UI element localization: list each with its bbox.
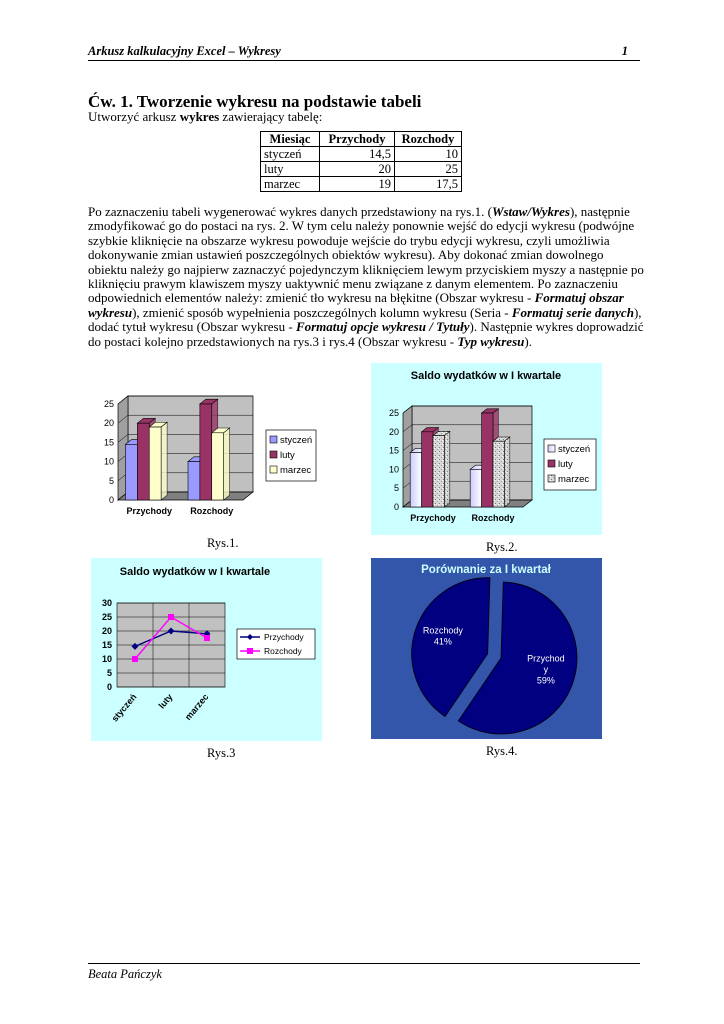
footer-rule <box>88 963 640 964</box>
table-cell: 14,5 <box>320 147 395 162</box>
legend-marker <box>247 648 253 654</box>
legend-swatch <box>548 445 555 452</box>
chart-title: Porównanie za I kwartał <box>421 564 551 576</box>
legend-label: Rozchody <box>264 646 302 656</box>
caption-fig2: Rys.2. <box>486 540 518 554</box>
legend-swatch <box>270 466 277 473</box>
caption-fig4: Rys.4. <box>486 744 518 758</box>
y-tick-label: 10 <box>101 654 112 664</box>
x-tick-label: Rozchody <box>471 513 515 523</box>
y-tick-label: 10 <box>388 464 399 475</box>
legend-swatch <box>270 436 277 443</box>
bar-styczeń-Rozchody <box>188 462 200 500</box>
menu-path: Formatuj obszar wykresu <box>88 290 624 320</box>
footer-author: Beata Pańczyk <box>88 967 162 981</box>
table-row <box>261 162 462 177</box>
table-cell: marzec <box>261 177 320 192</box>
table-row <box>261 177 462 192</box>
x-tick-label: styczeń <box>109 691 139 724</box>
x-tick-label: Przychody <box>126 506 173 516</box>
legend-swatch <box>548 460 555 467</box>
point-Rozchody-marzec <box>204 635 210 641</box>
legend-swatch <box>548 475 555 482</box>
y-tick-label: 5 <box>108 475 114 486</box>
bar-luty-Rozchody <box>482 413 493 507</box>
legend-swatch <box>270 451 277 458</box>
legend-label: marzec <box>558 474 590 485</box>
bar-side <box>504 437 509 507</box>
chart-title: Saldo wydatków w I kwartale <box>410 370 562 382</box>
table-cell: styczeń <box>261 147 320 162</box>
intro-sheet-name: wykres <box>179 109 220 124</box>
bar-marzec-Rozchody <box>493 441 504 507</box>
slice-label: Rozchody <box>422 625 463 636</box>
header-title: Arkusz kalkulacyjny Excel – Wykresy <box>88 44 281 58</box>
legend-label: luty <box>558 459 573 470</box>
bar-side <box>224 428 230 500</box>
exercise-intro <box>88 110 322 124</box>
y-tick-label: 25 <box>103 399 114 409</box>
header-rule <box>88 60 640 61</box>
paragraph-text: ). Następnie wykres doprowadzić do postaci kolejno przedstawionych na rys.3 i rys.4 (Obszar wykresu - <box>88 319 644 349</box>
y-tick-label: 0 <box>106 682 112 692</box>
bar-styczeń-Przychody <box>410 452 421 507</box>
bar-marzec-Rozchody <box>212 433 224 500</box>
table-cell: 19 <box>320 177 395 192</box>
x-tick-label: marzec <box>182 691 211 723</box>
y-tick-label: 0 <box>393 502 399 512</box>
menu-path: Wstaw/Wykres <box>491 204 570 219</box>
y-tick-label: 15 <box>388 445 399 456</box>
point-Rozchody-styczeń <box>132 656 138 662</box>
table-cell: luty <box>261 162 320 177</box>
y-tick-label: 10 <box>103 456 114 467</box>
legend-label: styczeń <box>280 435 313 446</box>
table-row <box>261 147 462 162</box>
table-cell: 10 <box>395 147 462 162</box>
y-tick-label: 20 <box>101 626 112 636</box>
y-tick-label: 5 <box>106 668 112 678</box>
paragraph-text: ), dodać tytuł wykresu (Obszar wykresu - <box>88 304 642 335</box>
bar-styczeń-Przychody <box>126 444 138 500</box>
table-cell: 17,5 <box>395 177 462 192</box>
page-number: 1 <box>621 44 628 58</box>
col-header: Miesiąc <box>261 132 320 147</box>
point-Rozchody-luty <box>168 614 174 620</box>
menu-path: Formatuj serie danych <box>511 304 634 320</box>
instructions-paragraph <box>88 205 644 349</box>
legend-label: luty <box>280 450 295 461</box>
chart-fig3 <box>91 558 322 741</box>
page-header <box>88 44 640 59</box>
paragraph-text: ). <box>524 333 532 349</box>
y-tick-label: 15 <box>103 437 114 448</box>
y-tick-label: 15 <box>101 640 112 650</box>
caption-fig3: Rys.3 <box>207 746 236 760</box>
chart-fig4 <box>371 558 602 739</box>
x-tick-label: luty <box>156 691 175 711</box>
bar-luty-Przychody <box>422 432 433 507</box>
chart-title: Saldo wydatków w I kwartale <box>119 566 271 578</box>
x-tick-label: Przychody <box>410 513 456 523</box>
exercise-title: Ćw. 1. Tworzenie wykresu na podstawie tabeli <box>88 92 422 111</box>
menu-path: Typ wykresu <box>457 333 525 349</box>
paragraph-text: Po zaznaczeniu tabeli wygenerować wykres danych przedstawiony na rys.1. ( <box>88 204 492 219</box>
col-header: Rozchody <box>395 132 462 147</box>
bar-luty-Rozchody <box>200 404 212 500</box>
table-cell: 20 <box>320 162 395 177</box>
legend-label: Przychody <box>264 632 304 642</box>
y-tick-label: 25 <box>388 408 399 418</box>
y-tick-label: 30 <box>101 598 112 608</box>
slice-label: 59% <box>536 675 555 686</box>
bar-side <box>444 431 449 507</box>
table-cell: 25 <box>395 162 462 177</box>
slice-label: 41% <box>433 636 452 647</box>
slice-label: Przychod <box>527 653 565 664</box>
menu-path: Formatuj opcje wykresu / Tytuły <box>295 319 470 335</box>
caption-fig1: Rys.1. <box>207 536 239 550</box>
intro-text-end: zawierający tabelę: <box>219 109 323 124</box>
x-tick-label: Rozchody <box>190 506 234 516</box>
legend-label: styczeń <box>558 444 591 455</box>
paragraph-text: ), zmienić sposób wypełnienia poszczególnych kolumn wykresu (Seria - <box>132 304 512 320</box>
data-table <box>260 131 462 192</box>
table-header-row <box>261 132 462 147</box>
intro-text: Utworzyć arkusz <box>88 109 180 124</box>
y-tick-label: 20 <box>103 418 114 429</box>
y-tick-label: 0 <box>108 495 114 505</box>
chart-fig2 <box>371 363 602 535</box>
col-header: Przychody <box>320 132 395 147</box>
bar-styczeń-Rozchody <box>470 469 481 507</box>
paragraph-text: ), następnie zmodyfikować go do postaci na rys. 2. W tym celu należy ponownie wejść do edycji wykresu (podwójne szybkie kliknięcie na obszarze wykresu powoduje wejście do trybu edycji wykresu, czyli umożliwia dokonywanie zmian ustawień poszczególnych obiektów wykresu). Aby dokonać zmian dowolnego obiektu należy go najpierw zaznaczyć pojedynczym kliknięciem lewym przyciskiem myszy a następnie po kliknięciu prawym klawiszem myszy uaktywnić menu związane z danym elementem. Po zaznaczeniu odpowiednich elementów należy: zmienić tło wykresu na błękitne (Obszar wykresu - <box>88 204 644 306</box>
bar-luty-Przychody <box>137 423 149 500</box>
y-tick-label: 25 <box>101 612 112 622</box>
y-tick-label: 20 <box>388 426 399 437</box>
bar-side <box>161 422 167 500</box>
legend-label: marzec <box>280 465 312 476</box>
y-tick-label: 5 <box>393 483 399 494</box>
bar-marzec-Przychody <box>149 427 161 500</box>
chart-fig1 <box>88 380 328 528</box>
slice-label: y <box>543 664 549 675</box>
bar-marzec-Przychody <box>433 436 444 507</box>
